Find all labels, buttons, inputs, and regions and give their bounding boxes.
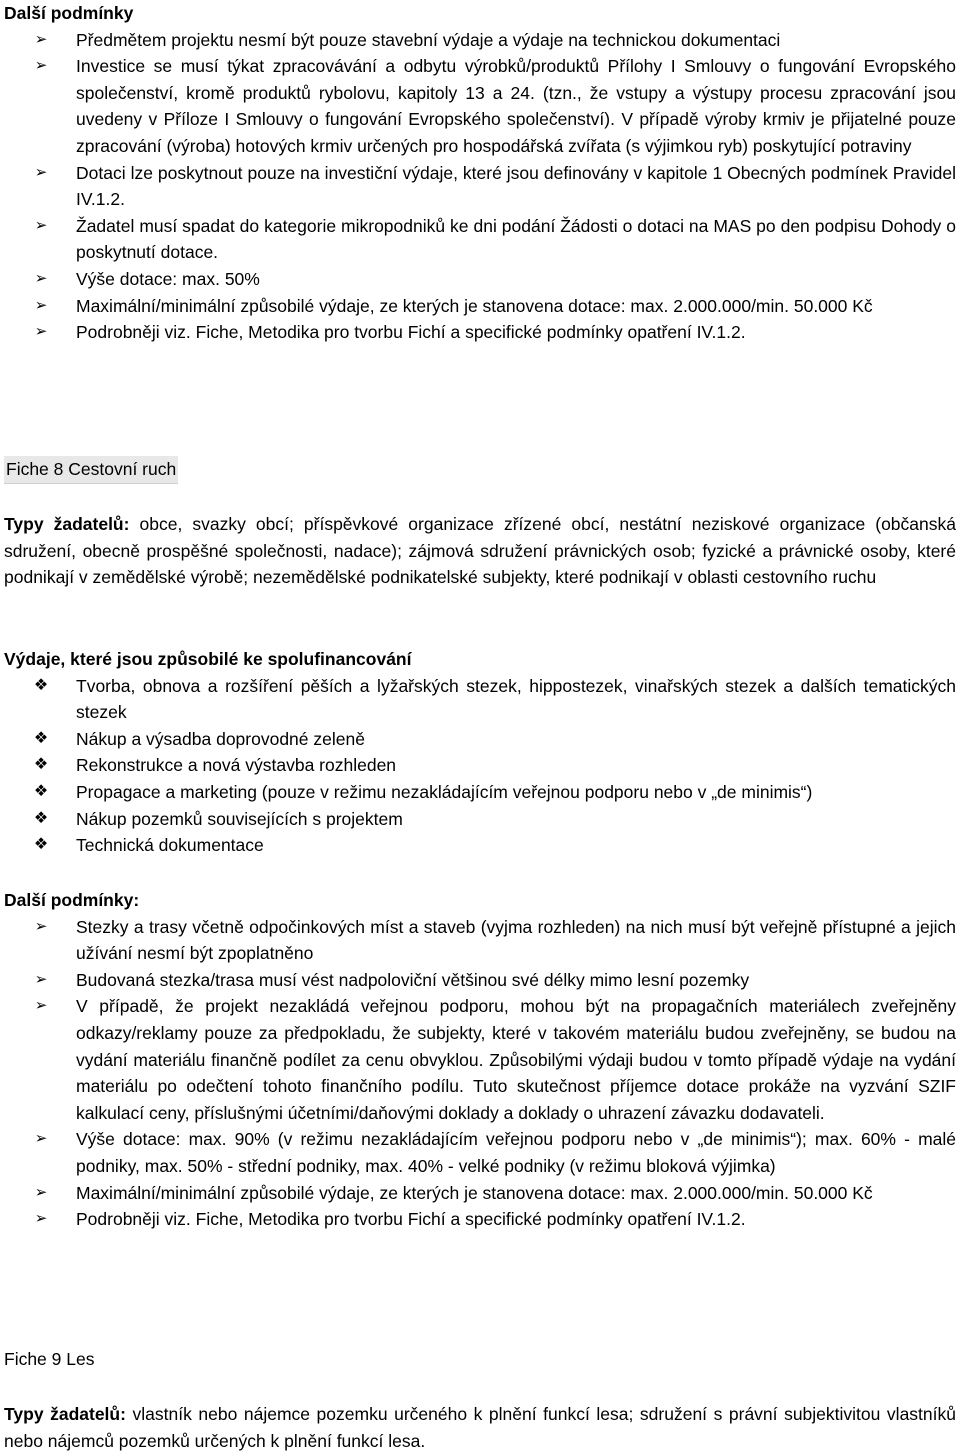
conditions-list — [4, 27, 956, 346]
list-item: ➢ Investice se musí týkat zpracovávání a odbytu výrobků/produktů Přílohy I Smlouvy o fungování Evropského společenství, kromě produktů rybolovu, kapitoly 13 a 24. (tzn., že vstupy a výstupy procesu zpracování jsou uvedeny v Příloze I Smlouvy o fungování Evropského společenství). V případě výroby krmiv je přijatelné pouze zpracování (výroba) hotových krmiv určených pro hospodářská zvířata (s výjimkou ryb) poskytující potraviny — [4, 53, 956, 159]
applicants-text: vlastník nebo nájemce pozemku určeného k plnění funkcí lesa; sdružení s právní subjektivitou vlastníků nebo nájemců pozemků určených k plnění funkcí lesa. — [4, 1404, 956, 1451]
four-diamond-bullet-icon: ❖ — [33, 809, 49, 827]
list-item: ➢ Maximální/minimální způsobilé výdaje, ze kterých je stanovena dotace: max. 2.000.000/min. 50.000 Kč — [4, 293, 956, 320]
list-item: ❖ Propagace a marketing (pouze v režimu nezakládajícím veřejnou podporu nebo v „de minimis“) — [4, 779, 956, 806]
fiche9-applicants — [4, 1401, 956, 1454]
list-item: ➢ Výše dotace: max. 50% — [4, 266, 956, 293]
arrow-bullet-icon: ➢ — [34, 269, 48, 287]
applicants-label: Typy žadatelů: — [4, 514, 130, 534]
list-item: ➢ Výše dotace: max. 90% (v režimu nezakládajícím veřejnou podporu nebo v „de minimis“); max. 60% - malé podniky, max. 50% - střední podniky, max. 40% - velké podniky (v režimu bloková výjimka) — [4, 1126, 956, 1179]
four-diamond-bullet-icon: ❖ — [33, 729, 49, 747]
four-diamond-bullet-icon: ❖ — [33, 756, 49, 774]
arrow-bullet-icon: ➢ — [34, 216, 48, 234]
arrow-bullet-icon: ➢ — [34, 296, 48, 314]
list-item: ➢ Maximální/minimální způsobilé výdaje, ze kterých je stanovena dotace: max. 2.000.000/min. 50.000 Kč — [4, 1180, 956, 1207]
list-item: ➢ Dotaci lze poskytnout pouze na investiční výdaje, které jsou definovány v kapitole 1 Obecných podmínek Pravidel IV.1.2. — [4, 160, 956, 213]
arrow-bullet-icon: ➢ — [34, 163, 48, 181]
arrow-bullet-icon: ➢ — [34, 970, 48, 988]
arrow-bullet-icon: ➢ — [34, 917, 48, 935]
arrow-bullet-icon: ➢ — [34, 323, 48, 341]
list-item: ➢ Žadatel musí spadat do kategorie mikropodniků ke dni podání Žádosti o dotaci na MAS po den podpisu Dohody o poskytnutí dotace. — [4, 213, 956, 266]
list-item: ➢ Podrobněji viz. Fiche, Metodika pro tvorbu Fichí a specifické podmínky opatření IV.1.2. — [4, 319, 956, 346]
arrow-bullet-icon: ➢ — [34, 57, 48, 75]
conditions-list — [4, 914, 956, 1233]
section-further-conditions — [4, 0, 956, 346]
arrow-bullet-icon: ➢ — [34, 1183, 48, 1201]
list-item: ❖ Tvorba, obnova a rozšíření pěších a lyžařských stezek, hippostezek, vinařských stezek a dalších tematických stezek — [4, 673, 956, 726]
list-item: ➢ Stezky a trasy včetně odpočinkových míst a staveb (vyjma rozhleden) na nich musí být veřejně přístupné a jejich užívání nesmí být zpoplatněno — [4, 914, 956, 967]
fiche8-applicants — [4, 511, 956, 591]
arrow-bullet-icon: ➢ — [34, 1130, 48, 1148]
expenses-heading: Výdaje, které jsou způsobilé ke spolufinancování — [4, 649, 412, 669]
section-heading: Další podmínky — [4, 3, 134, 23]
four-diamond-bullet-icon: ❖ — [33, 836, 49, 854]
four-diamond-bullet-icon: ❖ — [33, 782, 49, 800]
list-item: ➢ Budovaná stezka/trasa musí vést nadpoloviční většinou své délky mimo lesní pozemky — [4, 967, 956, 994]
fiche8-expenses — [4, 646, 956, 859]
list-item: ❖ Technická dokumentace — [4, 832, 956, 859]
applicants-label: Typy žadatelů: — [4, 1404, 126, 1424]
applicants-text: obce, svazky obcí; příspěvkové organizace zřízené obcí, nestátní neziskové organizace (občanská sdružení, obecně prospěšné společnosti, nadace); zájmová sdružení právnických osob; fyzické a právnické osoby, které podnikají v zemědělské výrobě; nezemědělské podnikatelské subjekty, které podnikají v oblasti cestovního ruchu — [4, 514, 956, 588]
arrow-bullet-icon: ➢ — [34, 1210, 48, 1228]
list-item: ➢ Předmětem projektu nesmí být pouze stavební výdaje a výdaje na technickou dokumentaci — [4, 27, 956, 54]
four-diamond-bullet-icon: ❖ — [33, 676, 49, 694]
arrow-bullet-icon: ➢ — [34, 997, 48, 1015]
list-item: ➢ Podrobněji viz. Fiche, Metodika pro tvorbu Fichí a specifické podmínky opatření IV.1.2. — [4, 1206, 956, 1233]
arrow-bullet-icon: ➢ — [34, 30, 48, 48]
list-item: ➢ V případě, že projekt nezakládá veřejnou podporu, mohou být na propagačních materiálech zveřejněny odkazy/reklamy pouze za předpokladu, že subjekty, které v takovém materiálu budou zveřejněny, se budou na vydání materiálu finančně podílet za cenu obvyklou. Způsobilými výdaji budou v tomto případě výdaje na vydání materiálu po odečtení tohoto finančního podílu. Tuto skutečnost příjemce dotace prokáže na vyzvání SZIF kalkulací ceny, příslušnými účetními/daňovými doklady a doklady o uhrazení závazku dodavateli. — [4, 993, 956, 1126]
fiche8-conditions — [4, 887, 956, 1233]
list-item: ❖ Rekonstrukce a nová výstavba rozhleden — [4, 752, 956, 779]
list-item: ❖ Nákup a výsadba doprovodné zeleně — [4, 726, 956, 753]
fiche9-title-block — [4, 1346, 956, 1373]
fiche-title: Fiche 8 Cestovní ruch — [4, 456, 178, 484]
fiche-title: Fiche 9 Les — [4, 1349, 95, 1369]
fiche8-title-block — [4, 456, 956, 484]
conditions-heading: Další podmínky: — [4, 890, 140, 910]
expenses-list — [4, 673, 956, 859]
list-item: ❖ Nákup pozemků souvisejících s projektem — [4, 806, 956, 833]
